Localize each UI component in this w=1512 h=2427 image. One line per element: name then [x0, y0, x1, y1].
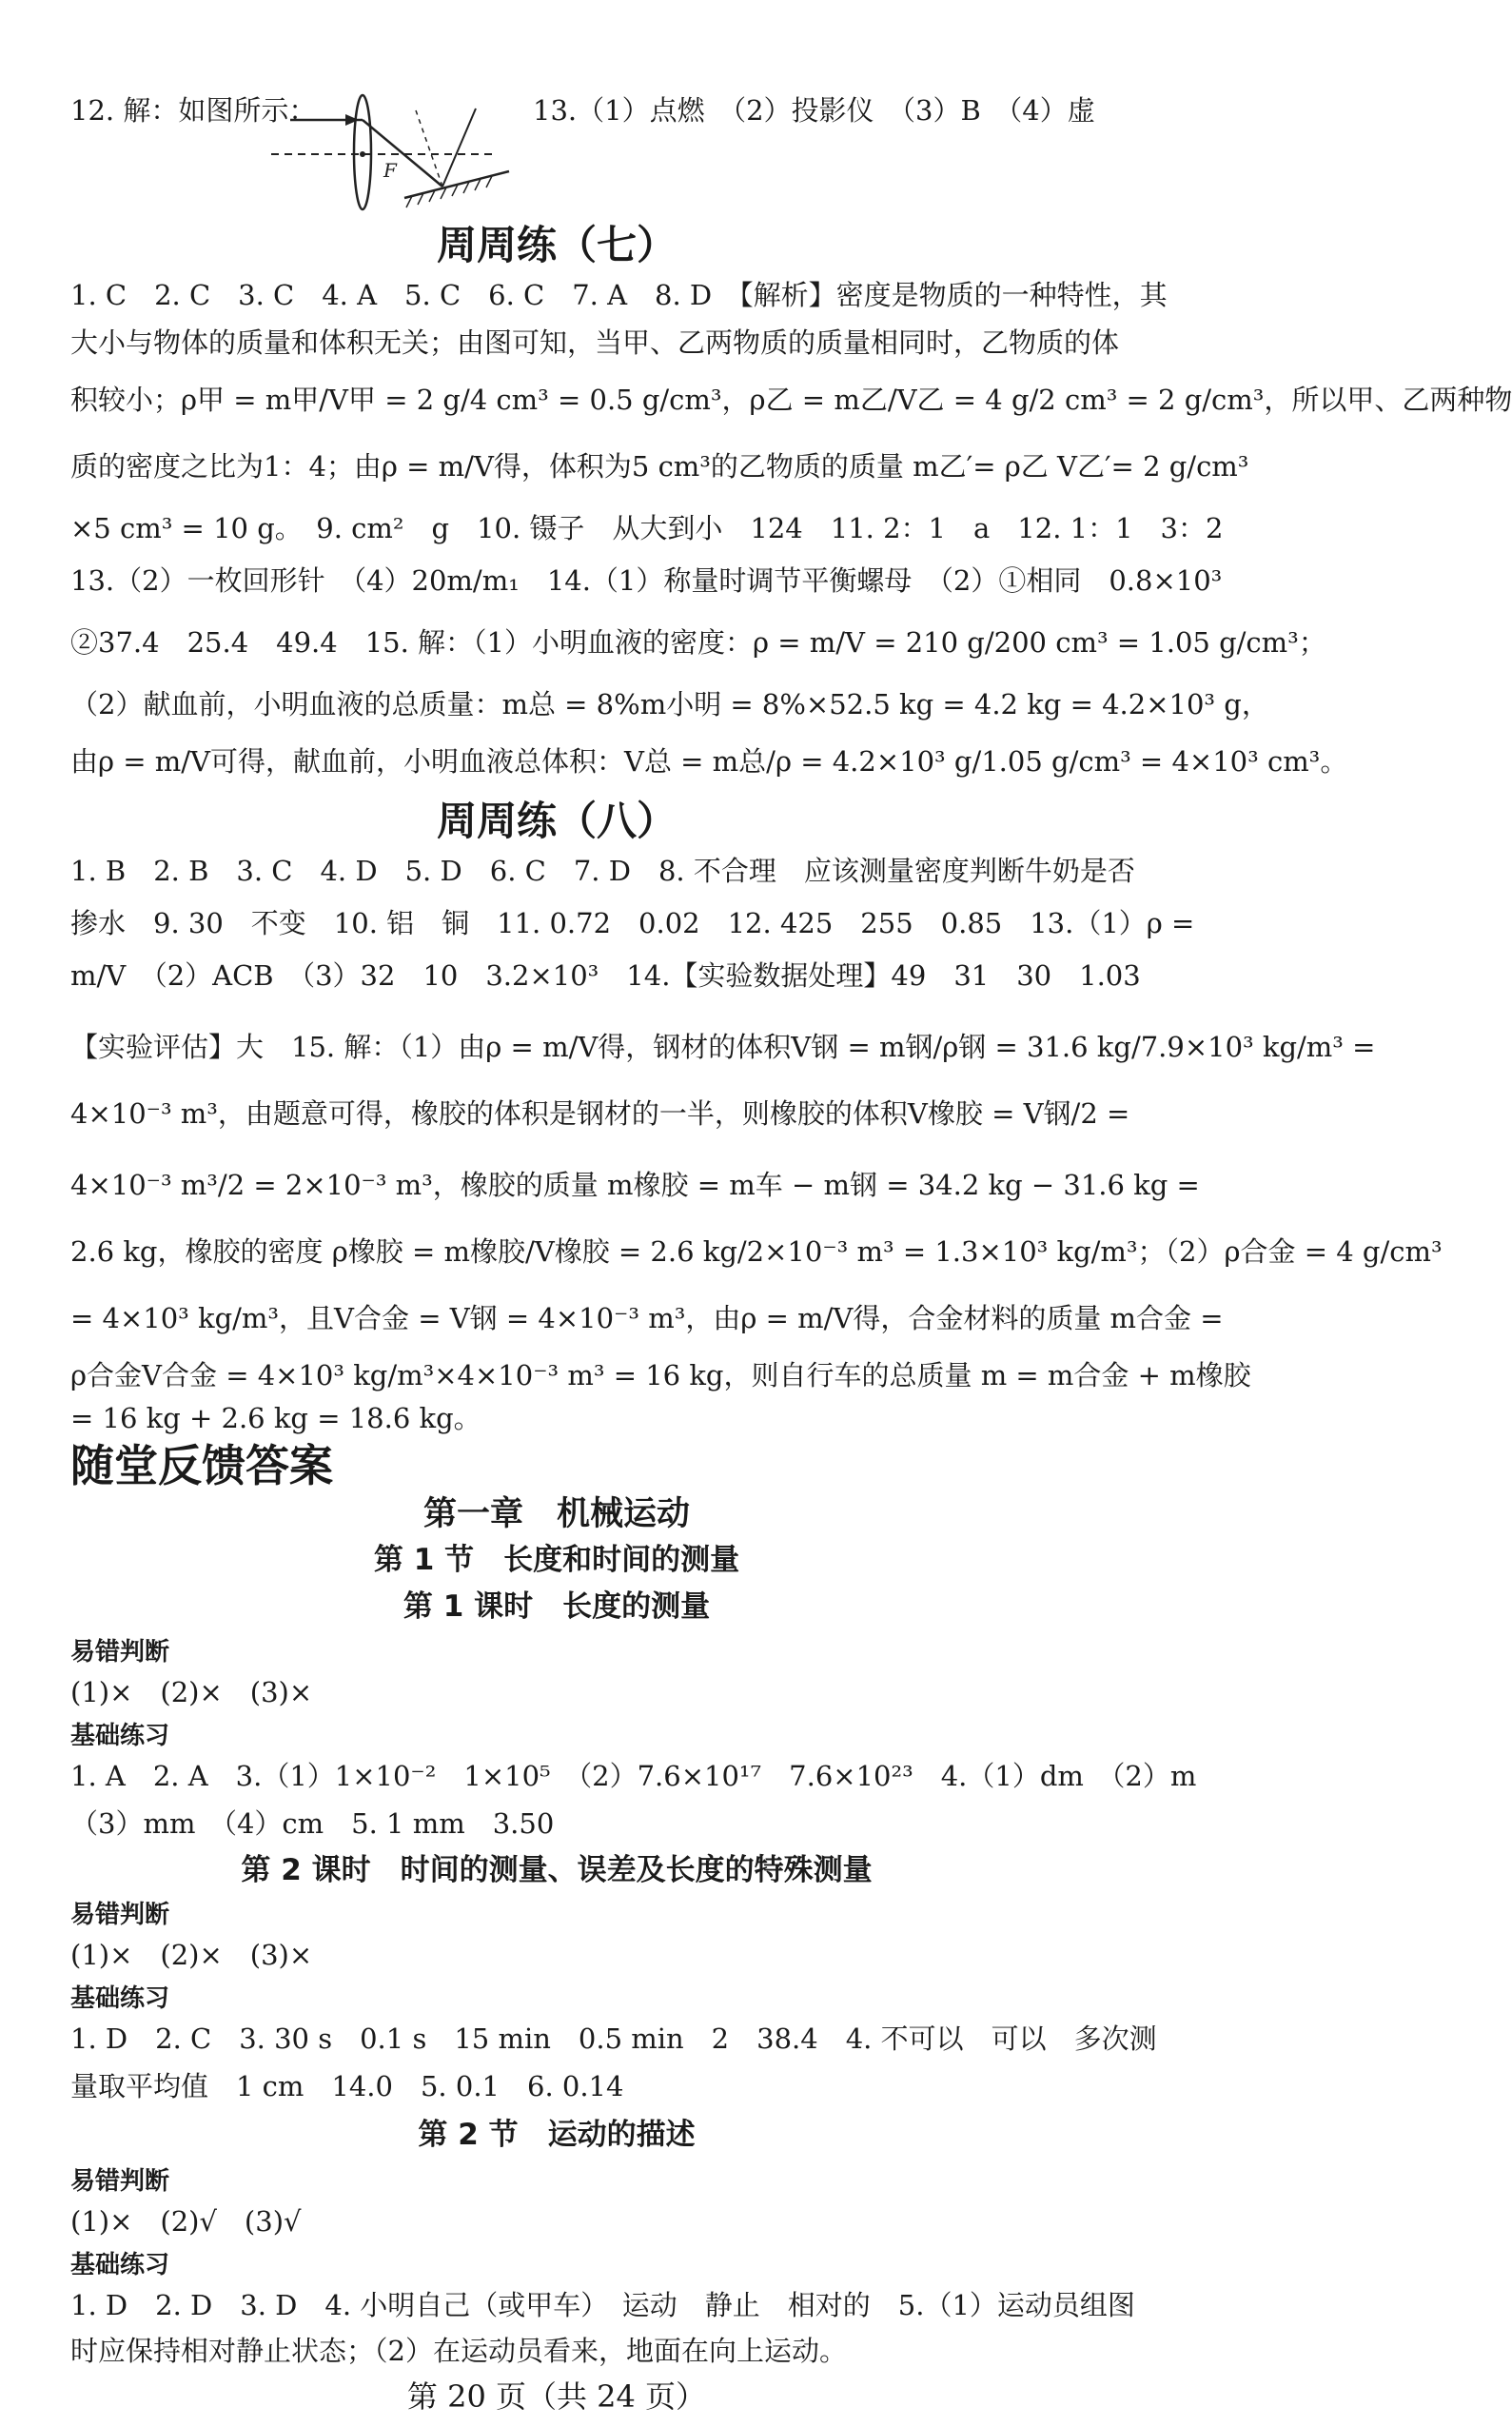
answer-line: 13.（2）一枚回形针 （4）20m/m₁ 14.（1）称量时调节平衡螺母 （2）①相同 0.8×10³ [70, 564, 1223, 597]
answer-line: 12. 解：如图所示： [70, 94, 317, 127]
answer-line: 量取平均值 1 cm 14.0 5. 0.1 6. 0.14 [70, 2070, 624, 2102]
answer-line: ×5 cm³ = 10 g。 9. cm² g 10. 镊子 从大到小 124 11. 2：1 a 12. 1：1 3：2 [70, 512, 1224, 544]
answer-line: 【实验评估】大 15. 解：（1）由ρ = m/V得，钢材的体积V钢 = m钢/ρ钢 = 31.6 kg/7.9×10³ kg/m³ = [70, 1031, 1376, 1063]
answer-line: 由ρ = m/V可得，献血前，小明血液总体积：V总 = m总/ρ = 4.2×10³ g/1.05 g/cm³ = 4×10³ cm³。 [70, 745, 1348, 778]
answer-line: m/V （2）ACB （3）32 10 3.2×10³ 14.【实验数据处理】49 31 30 1.03 [70, 959, 1141, 992]
subhead-yicuo: 易错判断 [70, 2167, 170, 2196]
answer-line: （2）献血前，小明血液的总质量：m总 = 8%m小明 = 8%×52.5 kg = 4.2 kg = 4.2×10³ g， [70, 688, 1269, 720]
answer-line: = 16 kg + 2.6 kg = 18.6 kg。 [70, 1402, 481, 1434]
answer-line: 1. D 2. D 3. D 4. 小明自己（或甲车） 运动 静止 相对的 5.（1）运动员组图 [70, 2289, 1135, 2321]
answer-line: (1)× (2)√ (3)√ [70, 2205, 302, 2238]
page-number: 第 20 页（共 24 页） [406, 2378, 707, 2415]
answer-line: = 4×10³ kg/m³，且V合金 = V钢 = 4×10⁻³ m³，由ρ = m/V得，合金材料的质量 m合金 = [70, 1302, 1224, 1334]
answer-line: ρ合金V合金 = 4×10³ kg/m³×4×10⁻³ m³ = 16 kg，则自行车的总质量 m = m合金 + m橡胶 [70, 1359, 1251, 1391]
answer-line: 大小与物体的质量和体积无关；由图可知，当甲、乙两物质的质量相同时，乙物质的体 [70, 326, 1120, 359]
section-title: 随堂反馈答案 [70, 1440, 333, 1491]
answer-line: 13.（1）点燃 （2）投影仪 （3）B （4）虚 [533, 94, 1095, 127]
answer-line: 1. C 2. C 3. C 4. A 5. C 6. C 7. A 8. D 【解析】密度是物质的一种特性，其 [70, 279, 1168, 311]
answer-line: 1. D 2. C 3. 30 s 0.1 s 15 min 0.5 min 2 38.4 4. 不可以 可以 多次测 [70, 2022, 1157, 2055]
heading-week7: 周周练（七） [436, 222, 677, 268]
subhead-jichu: 基础练习 [70, 1984, 170, 2013]
subhead-jichu: 基础练习 [70, 2251, 170, 2279]
answer-line: 掺水 9. 30 不变 10. 铝 铜 11. 0.72 0.02 12. 425 255 0.85 13.（1）ρ = [70, 907, 1195, 939]
answer-line: 4×10⁻³ m³，由题意可得，橡胶的体积是钢材的一半，则橡胶的体积V橡胶 = V钢/2 = [70, 1097, 1130, 1130]
subhead-yicuo: 易错判断 [70, 1638, 170, 1667]
subhead-yicuo: 易错判断 [70, 1901, 170, 1929]
focus-label: F [383, 159, 397, 182]
answer-line: 质的密度之比为1：4；由ρ = m/V得，体积为5 cm³的乙物质的质量 m乙′= ρ乙 V乙′= 2 g/cm³ [70, 450, 1249, 483]
lesson-heading: 第 1 课时 长度的测量 [403, 1589, 711, 1624]
chapter-title: 第一章 机械运动 [422, 1495, 690, 1533]
answer-line: ②37.4 25.4 49.4 15. 解：（1）小明血液的密度：ρ = m/V = 210 g/200 cm³ = 1.05 g/cm³； [70, 626, 1326, 659]
subhead-jichu: 基础练习 [70, 1722, 170, 1750]
section-heading: 第 2 节 运动的描述 [418, 2118, 696, 2152]
lens-reflection-diagram [271, 82, 509, 215]
heading-week8: 周周练（八） [436, 798, 677, 844]
answer-line: 时应保持相对静止状态；（2）在运动员看来，地面在向上运动。 [70, 2335, 847, 2367]
section-heading: 第 1 节 长度和时间的测量 [373, 1543, 740, 1577]
answer-line: 积较小；ρ甲 = m甲/V甲 = 2 g/4 cm³ = 0.5 g/cm³，ρ乙 = m乙/V乙 = 4 g/2 cm³ = 2 g/cm³，所以甲、乙两种物 [70, 384, 1512, 416]
answer-line: (1)× (2)× (3)× [70, 1939, 313, 1971]
answer-line: 2.6 kg，橡胶的密度 ρ橡胶 = m橡胶/V橡胶 = 2.6 kg/2×10⁻³ m³ = 1.3×10³ kg/m³；（2）ρ合金 = 4 g/cm³ [70, 1235, 1443, 1268]
answer-line: 1. A 2. A 3.（1）1×10⁻² 1×10⁵ （2）7.6×10¹⁷ 7.6×10²³ 4.（1）dm （2）m [70, 1760, 1197, 1792]
answer-line: （3）mm （4）cm 5. 1 mm 3.50 [70, 1807, 555, 1840]
answer-line: 4×10⁻³ m³/2 = 2×10⁻³ m³，橡胶的质量 m橡胶 = m车 − m钢 = 34.2 kg − 31.6 kg = [70, 1169, 1200, 1201]
lesson-heading: 第 2 课时 时间的测量、误差及长度的特殊测量 [241, 1853, 873, 1887]
answer-line: (1)× (2)× (3)× [70, 1676, 313, 1708]
answer-line: 1. B 2. B 3. C 4. D 5. D 6. C 7. D 8. 不合理 应该测量密度判断牛奶是否 [70, 855, 1135, 887]
